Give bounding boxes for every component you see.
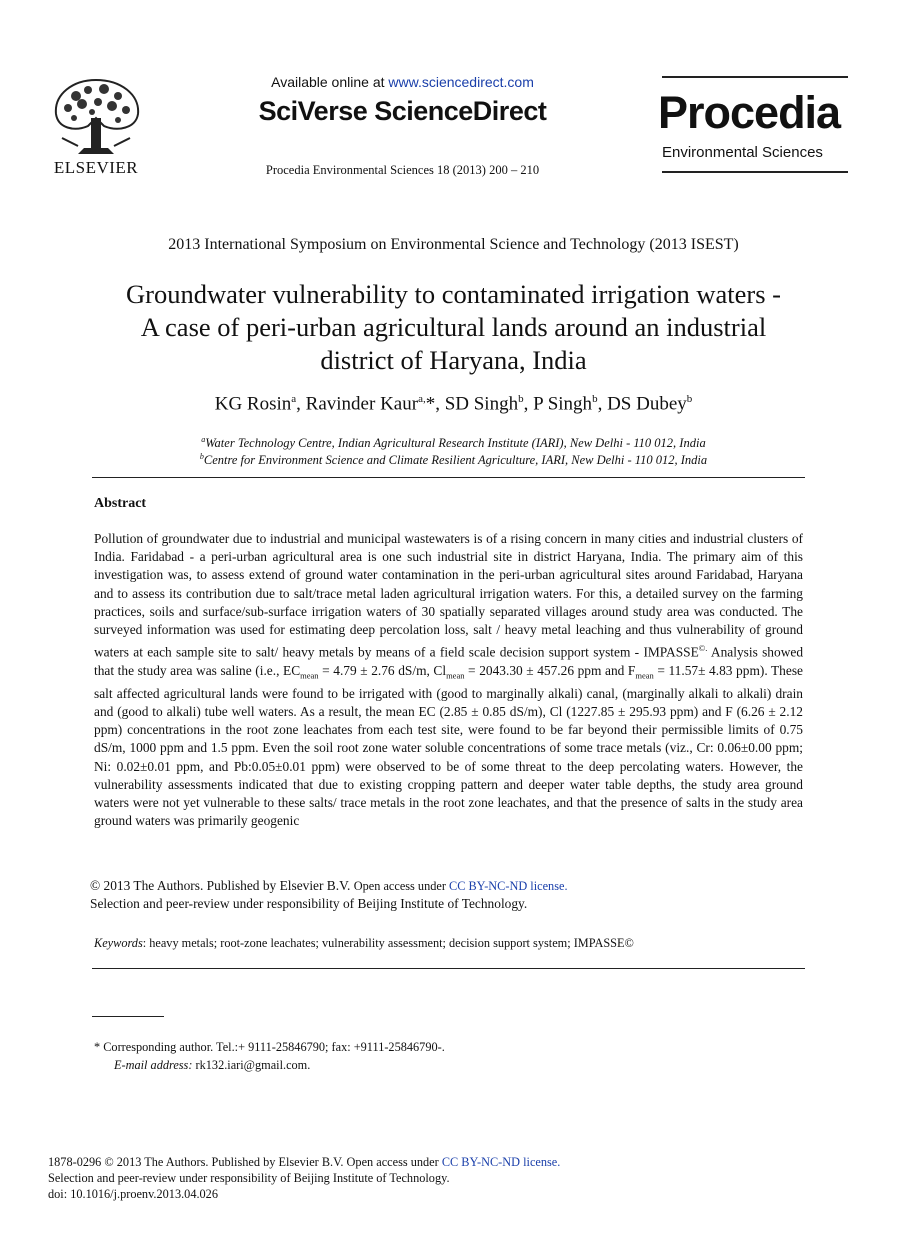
- keywords-divider: [92, 968, 805, 969]
- author-affil-sup: a: [291, 393, 297, 405]
- author-name: P Singh: [533, 393, 593, 415]
- affiliation-text: Water Technology Centre, Indian Agricultural Research Institute (IARI), New Delhi - 110 012, India: [205, 436, 706, 451]
- footnote-block: [94, 1038, 805, 1074]
- affiliation-text: Centre for Environment Science and Climate Resilient Agriculture, IARI, New Delhi - 110 012, India: [203, 453, 708, 468]
- author-affil-sup: a,: [418, 393, 426, 405]
- peer-review-line: Selection and peer-review under responsibility of Beijing Institute of Technology.: [90, 896, 528, 911]
- impasse-copyright-sup: ©.: [698, 643, 708, 654]
- affiliation-sup: b: [199, 452, 204, 461]
- journal-reference: Procedia Environmental Sciences 18 (2013) 200 – 210: [265, 163, 540, 177]
- abstract-heading: Abstract: [94, 496, 147, 511]
- sciencedirect-link[interactable]: www.sciencedirect.com: [388, 74, 534, 90]
- corresponding-author-line: * Corresponding author. Tel.:+ 9111-25846790; fax: +9111-25846790-.: [94, 1040, 445, 1054]
- title-line: district of Haryana, India: [320, 345, 587, 375]
- open-access-text: Open access under: [353, 879, 449, 893]
- issn-line: [48, 1154, 808, 1170]
- license-link[interactable]: CC BY-NC-ND license.: [441, 1155, 561, 1169]
- keywords-line: [94, 936, 805, 951]
- abstract-text: Analysis showed that the study area was saline (i.e., EC: [94, 644, 804, 678]
- procedia-top-rule: [662, 76, 848, 78]
- open-access-text: Open access under: [346, 1155, 442, 1169]
- f-mean-sub: mean: [635, 670, 654, 681]
- affiliation-a: [60, 435, 847, 451]
- procedia-logo: Procedia: [658, 87, 841, 138]
- affiliation-sup: a: [201, 435, 206, 444]
- procedia-subtitle: Environmental Sciences: [662, 144, 823, 161]
- author-name: DS Dubey: [607, 393, 687, 415]
- license-link[interactable]: CC BY-NC-ND license.: [449, 879, 568, 893]
- author-separator: ,: [597, 393, 608, 415]
- affiliation-b: [60, 452, 847, 468]
- sciverse-sciencedirect-logo: SciVerse ScienceDirect: [258, 96, 547, 126]
- author-separator: ,: [296, 393, 306, 415]
- issn-prefix: 1878-0296 © 2013 The Authors. Published by Elsevier B.V.: [48, 1155, 347, 1169]
- header-divider: [92, 477, 805, 478]
- author-separator: ,: [435, 393, 445, 415]
- peer-review-line: Selection and peer-review under responsibility of Beijing Institute of Technology.: [48, 1171, 450, 1185]
- procedia-bottom-rule: [662, 171, 848, 173]
- author-affil-sup: b: [592, 393, 598, 405]
- available-online-line: [200, 74, 605, 90]
- symposium-line: 2013 International Symposium on Environmental Science and Technology (2013 ISEST): [168, 236, 739, 253]
- available-prefix: Available online at: [271, 74, 389, 90]
- author-affil-sup: b: [686, 393, 693, 405]
- abstract-text: Pollution of groundwater due to industrial and municipal wastewaters is of a rising concern in many cities and industrial clusters of India. Faridabad - a peri-urban agricultural area is one such industrial site in district Haryana, India. The primary aim of this investigation was, to assess extend of ground water contamination in the peri-urban agricultural sites around Faridabad, Haryana and to assess its contribution due to salt/trace metal laden agricultural irrigation waters. For this, a detailed survey on the farming practices, soils and surface/sub-surface irrigation waters of 30 spatially separated villages around study area was conducted. The surveyed information was used for estimating deep percolation loss, salt / heavy metal leaching and thus vulnerability of ground waters at each sample site to salt/ heavy metals by means of a field scale decision support system - IMPASSE: [94, 531, 803, 660]
- abstract-text: = 11.57± 4.83 ppm). These salt affected agricultural lands were found to be irrigated with (good to marginally alkali) canal, (marginally alkali to alkali) drain and (good to alkali) tube well waters. As a result, the mean EC (2.85 ± 0.85 dS/m), Cl (1227.85 ± 295.93 ppm) and F (6.26 ± 2.12 ppm) concentrations in the root zone leachates from each test site, were found to be far beyond their permissible limits of 0.75 dS/m, 1000 ppm and 1.5 ppm. Even the soil root zone water soluble concentrations of some trace metals (viz., Cr: 0.06±0.00 ppm; Ni: 0.02±0.01 ppm, and Pb:0.05±0.01 ppm) were observed to be of some threat to the deep percolating waters. However, the vulnerability assessments indicated that due to existing cropping pattern and deeper water table depths, the study area ground waters were not yet vulnerable to these salts/ trace metals in the root zone leachates, and that the presence of salts in the study area ground waters was primarily geogenic: [94, 662, 803, 829]
- author-separator: ,: [523, 393, 534, 415]
- copyright-block: [90, 877, 805, 912]
- email-address[interactable]: rk132.iari@gmail.com.: [192, 1058, 311, 1072]
- issn-block: [48, 1154, 808, 1202]
- copyright-line: [90, 877, 805, 895]
- author-list: [60, 393, 847, 415]
- title-line: A case of peri-urban agricultural lands around an industrial: [140, 312, 767, 342]
- abstract-text: = 2043.30 ± 457.26 ppm and F: [464, 662, 636, 678]
- doi-line[interactable]: doi: 10.1016/j.proenv.2013.04.026: [48, 1187, 218, 1201]
- author-affil-sup: b: [518, 393, 524, 405]
- footnote-rule: [92, 1016, 164, 1017]
- author-name: KG Rosin: [214, 393, 292, 415]
- paper-title: [60, 278, 847, 377]
- cl-mean-sub: mean: [446, 670, 465, 681]
- email-line: [94, 1056, 805, 1074]
- author-name: Ravinder Kaur: [305, 393, 419, 415]
- corresponding-star: *: [425, 393, 436, 415]
- author-name: SD Singh: [444, 393, 519, 415]
- abstract-text: = 4.79 ± 2.76 dS/m, Cl: [318, 662, 447, 678]
- copyright-prefix: © 2013 The Authors. Published by Elsevier B.V.: [90, 878, 354, 893]
- elsevier-wordmark: ELSEVIER: [53, 158, 139, 177]
- email-label: E-mail address:: [114, 1058, 193, 1072]
- keywords-label: Keywords: [94, 936, 143, 950]
- keywords-text: : heavy metals; root-zone leachates; vulnerability assessment; decision support system; IMPASSE©: [142, 936, 634, 950]
- abstract-body: [94, 530, 803, 830]
- title-line: Groundwater vulnerability to contaminated irrigation waters -: [126, 279, 781, 309]
- ec-mean-sub: mean: [300, 670, 319, 681]
